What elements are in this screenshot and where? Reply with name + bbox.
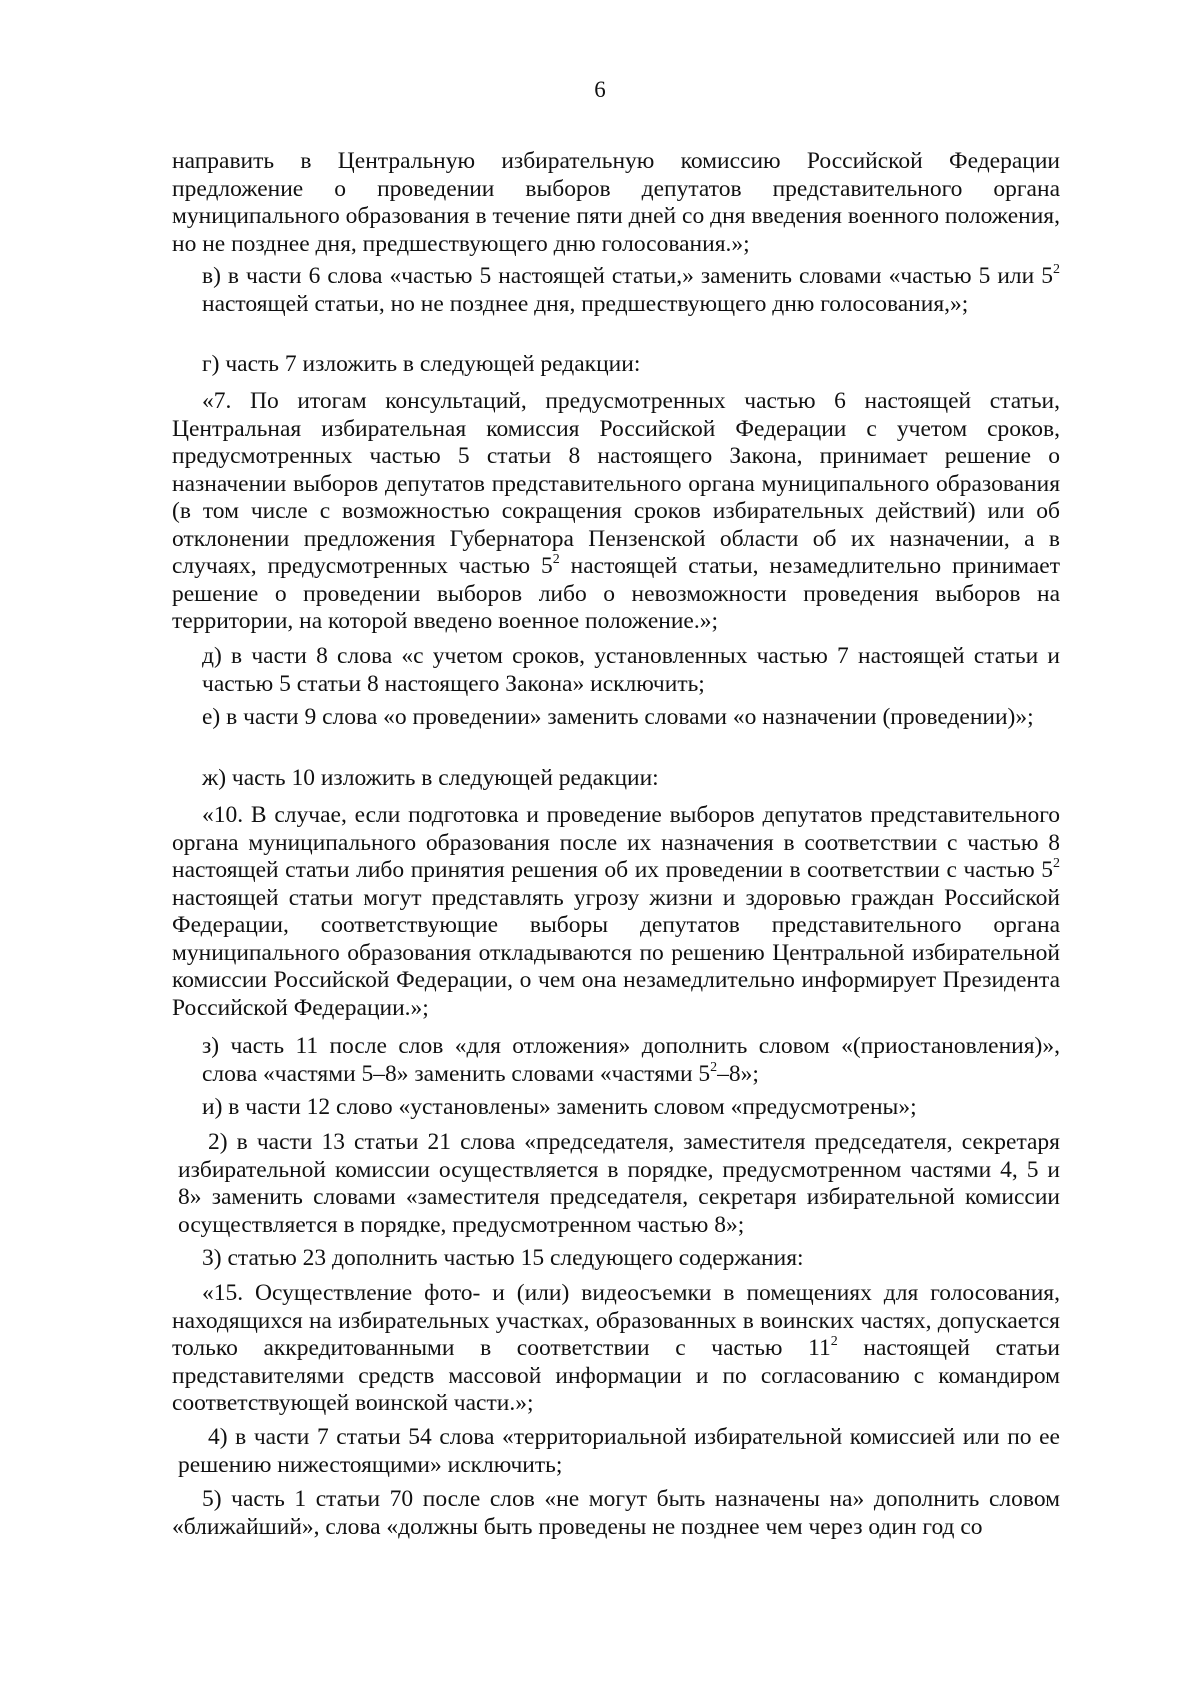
paragraph-item-v [172, 263, 1060, 318]
paragraph-text: д) в части 8 слова «с учетом сроков, установленных частью 7 настоящей статьи и частью 5 статьи 8 настоящего Закона» исключить; [202, 643, 1060, 697]
paragraph-item-i [172, 1094, 1060, 1122]
paragraph-item-d [172, 643, 1060, 698]
paragraph-item-3 [172, 1245, 1060, 1273]
paragraph-item-2 [178, 1129, 1060, 1239]
paragraph-text: 3) статью 23 дополнить частью 15 следующего содержания: [202, 1245, 804, 1271]
paragraph-text: 5) часть 1 статьи 70 после слов «не могут быть назначены на» дополнить словом «ближайший», слова «должны быть проведены не позднее чем через один год со [172, 1486, 1060, 1540]
paragraph-text: «10. В случае, если подготовка и проведение выборов депутатов представительного органа муниципального образования после их назначения в соответствии с частью 8 настоящей статьи либо принятия решения об их проведении в соответствии с частью $5^2$ настоящей статьи могут представлять угрозу жизни и здоровью граждан Российской Федерации, соответствующие выборы депутатов представительного органа муниципального образования откладываются по решению Центральной избирательной комиссии Российской Федерации, о чем она незамедлительно информирует Президента Российской Федерации.»; [172, 802, 1060, 1021]
paragraph-continuation [172, 148, 1060, 258]
paragraph-text: е) в части 9 слова «о проведении» заменить словами «о назначении (проведении)»; [202, 704, 1034, 730]
paragraph-text: и) в части 12 слово «установлены» заменить словом «предусмотрены»; [202, 1094, 917, 1120]
paragraph-item-4 [178, 1424, 1060, 1479]
paragraph-item-e [172, 704, 1060, 732]
paragraph-item-z [172, 1033, 1060, 1088]
paragraph-item-5 [172, 1486, 1060, 1541]
paragraph-text: в) в части 6 слова «частью 5 настоящей статьи,» заменить словами «частью 5 или $5^2$ настоящей статьи, но не позднее дня, предшествующего дню голосования,»; [202, 262, 1060, 317]
page-number: 6 [594, 77, 606, 102]
paragraph-quote-15 [172, 1280, 1060, 1418]
paragraph-quote-7 [172, 388, 1060, 636]
paragraph-text: з) часть 11 после слов «для отложения» дополнить словом «(приостановления)», слова «частями 5–8» заменить словами «частями $5^2-8$»; [202, 1033, 1060, 1087]
paragraph-text: направить в Центральную избирательную комиссию Российской Федерации предложение о проведении выборов депутатов представительного органа муниципального образования в течение пяти дней со дня введения военного положения, но не позднее дня, предшествующего дню голосования.»; [172, 148, 1060, 257]
paragraph-text: «7. По итогам консультаций, предусмотренных частью 6 настоящей статьи, Центральная избирательная комиссия Российской Федерации с учетом сроков, предусмотренных частью 5 статьи 8 настоящего Закона, принимает решение о назначении выборов депутатов представительного органа муниципального образования (в том числе с возможностью сокращения сроков избирательных действий) или об отклонении предложения Губернатора Пензенской области об их назначении, а в случаях, предусмотренных частью $5^2$ настоящей статьи, незамедлительно принимает решение о проведении выборов либо о невозможности проведения выборов на территории, на которой введено военное положение.»; [172, 388, 1061, 634]
paragraph-text: ж) часть 10 изложить в следующей редакции: [202, 765, 659, 791]
paragraph-text: «15. Осуществление фото- и (или) видеосъемки в помещениях для голосования, находящихся на избирательных участках, образованных в воинских частях, допускается только аккредитованными в соответствии с частью $11^2$ настоящей статьи представителями средств массовой информации и по согласованию с командиром соответствующей воинской части.»; [172, 1280, 1060, 1416]
paragraph-text: 2) в части 13 статьи 21 слова «председателя, заместителя председателя, секретаря избирательной комиссии осуществляется в порядке, предусмотренном частями 4, 5 и 8» заменить словами «заместителя председателя, секретаря избирательной комиссии осуществляется в порядке, предусмотренном частью 8»; [178, 1129, 1060, 1238]
paragraph-item-g [172, 351, 1060, 379]
paragraph-text: г) часть 7 изложить в следующей редакции: [202, 351, 641, 377]
paragraph-item-zh [172, 765, 1060, 793]
paragraph-quote-10 [172, 802, 1060, 1022]
paragraph-text: 4) в части 7 статьи 54 слова «территориальной избирательной комиссией или по ее решению нижестоящими» исключить; [178, 1424, 1060, 1478]
